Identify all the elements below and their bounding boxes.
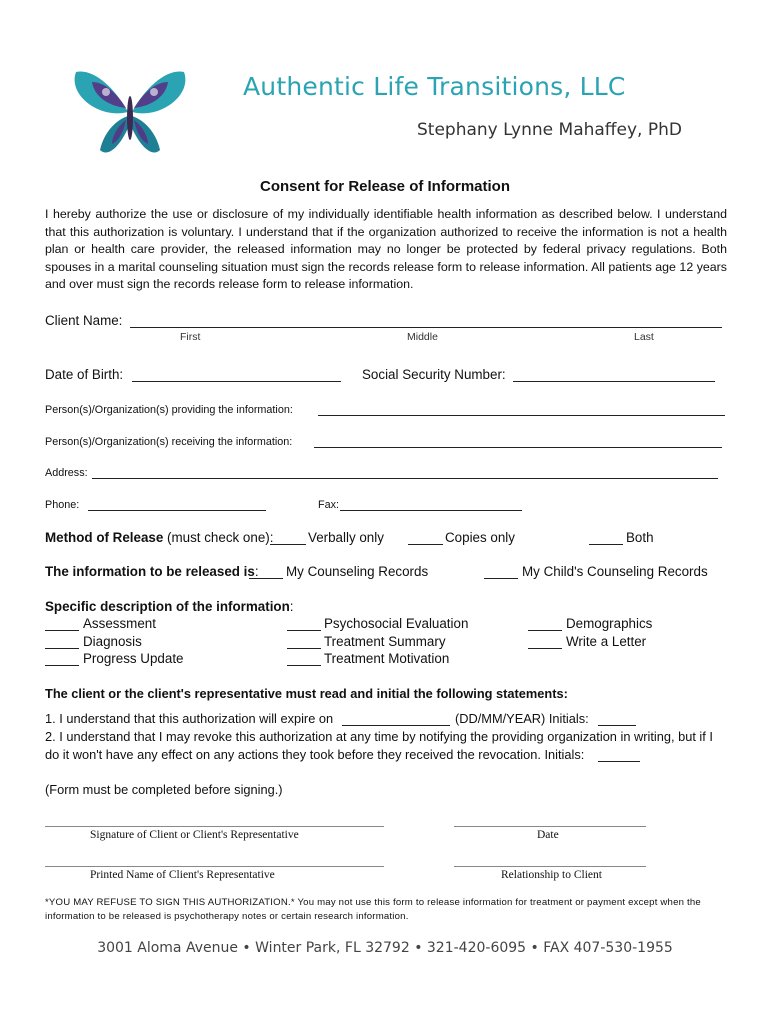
verbally-checkbox[interactable] [270, 544, 306, 545]
statement-1-initials-field[interactable] [598, 725, 636, 726]
diagnosis-checkbox[interactable] [45, 648, 79, 649]
psychosocial-label: Psychosocial Evaluation [324, 616, 469, 631]
providing-field[interactable] [318, 415, 725, 416]
statement-2-initials-field[interactable] [598, 761, 640, 762]
form-title: Consent for Release of Information [259, 178, 511, 195]
copies-label: Copies only [445, 530, 515, 545]
treatment-summary-label: Treatment Summary [324, 634, 446, 649]
client-name-label: Client Name: [45, 313, 123, 328]
counseling-records-label: My Counseling Records [286, 564, 429, 579]
demographics-label: Demographics [566, 616, 653, 631]
receiving-label: Person(s)/Organization(s) receiving the information: [45, 436, 293, 448]
progress-update-checkbox[interactable] [45, 665, 79, 666]
expiration-date-field[interactable] [342, 725, 450, 726]
release-label-bold: The information to be released is [45, 564, 255, 579]
counseling-records-checkbox[interactable] [249, 578, 283, 579]
ssn-field[interactable] [513, 381, 715, 382]
practitioner-name: Stephany Lynne Mahaffey, PhD [417, 120, 682, 140]
treatment-motivation-label: Treatment Motivation [324, 651, 450, 666]
method-label-rest: (must check one): [163, 530, 274, 545]
both-label: Both [626, 530, 654, 545]
child-records-label: My Child's Counseling Records [522, 564, 708, 579]
release-label-colon: : [254, 564, 259, 579]
specific-label-colon: : [289, 599, 294, 614]
statement-1-initials-label: (DD/MM/YEAR) Initials: [455, 711, 589, 726]
method-label [45, 530, 273, 545]
printed-name-caption: Printed Name of Client's Representative [90, 869, 275, 881]
copies-checkbox[interactable] [408, 544, 443, 545]
write-letter-checkbox[interactable] [528, 648, 562, 649]
relationship-caption: Relationship to Client [501, 869, 602, 881]
dob-label: Date of Birth: [45, 367, 124, 382]
dob-field[interactable] [132, 381, 341, 382]
treatment-motivation-checkbox[interactable] [287, 665, 321, 666]
middle-name-caption: Middle [407, 331, 438, 343]
fax-field[interactable] [340, 510, 522, 511]
signature-field[interactable] [45, 826, 384, 827]
date-field[interactable] [454, 826, 646, 827]
assessment-checkbox[interactable] [45, 630, 79, 631]
statement-2-line-1: 2. I understand that I may revoke this authorization at any time by notifying the providing organization in writing, but if I [45, 729, 713, 744]
phone-label: Phone: [45, 499, 80, 511]
psychosocial-checkbox[interactable] [287, 630, 321, 631]
assessment-label: Assessment [83, 616, 156, 631]
method-label-bold: Method of Release [45, 530, 164, 545]
statement-1-text: 1. I understand that this authorization will expire on [45, 711, 334, 726]
diagnosis-label: Diagnosis [83, 634, 142, 649]
printed-name-field[interactable] [45, 866, 384, 867]
intro-paragraph: I hereby authorize the use or disclosure of my individually identifiable health information as described below. I understand that this authorization is voluntary. I understand that if the organization authorized to receive the information is not a health plan or health care provider, the released information may no longer be protected by federal privacy regulations. Both spouses in a marital counseling situation must sign the records release form to release information. All patients age 12 years and over must sign the records release form to release information. [45, 207, 727, 292]
client-name-field[interactable] [130, 327, 722, 328]
specific-label [45, 599, 294, 614]
date-caption: Date [537, 829, 559, 841]
treatment-summary-checkbox[interactable] [287, 648, 321, 649]
ssn-label: Social Security Number: [362, 367, 506, 382]
providing-label: Person(s)/Organization(s) providing the information: [45, 404, 293, 416]
first-name-caption: First [180, 331, 201, 343]
release-label [45, 564, 259, 579]
last-name-caption: Last [634, 331, 654, 343]
signature-caption: Signature of Client or Client's Representative [90, 829, 299, 841]
write-letter-label: Write a Letter [566, 634, 647, 649]
butterfly-logo-icon [70, 68, 190, 160]
address-field[interactable] [92, 478, 718, 479]
organization-name: Authentic Life Transitions, LLC [243, 72, 626, 101]
both-checkbox[interactable] [589, 544, 623, 545]
phone-field[interactable] [88, 510, 266, 511]
completion-note: (Form must be completed before signing.) [45, 782, 283, 797]
fax-label: Fax: [318, 499, 339, 511]
footer-address: 3001 Aloma Avenue • Winter Park, FL 32792 • 321-420-6095 • FAX 407-530-1955 [97, 940, 673, 956]
relationship-field[interactable] [454, 866, 646, 867]
specific-label-bold: Specific description of the information [45, 599, 290, 614]
address-label: Address: [45, 467, 88, 479]
statements-heading: The client or the client's representative must read and initial the following statements: [45, 686, 568, 701]
receiving-field[interactable] [314, 447, 722, 448]
statement-2-line-2: do it won't have any effect on any actions they took before they received the revocation. Initials: [45, 747, 585, 762]
progress-update-label: Progress Update [83, 651, 184, 666]
disclaimer-line-1: *YOU MAY REFUSE TO SIGN THIS AUTHORIZATION.* You may not use this form to release information for treatment or payment except when the [45, 897, 701, 908]
verbally-label: Verbally only [308, 530, 384, 545]
child-records-checkbox[interactable] [484, 578, 518, 579]
disclaimer-line-2: information to be released is psychotherapy notes or certain research information. [45, 911, 409, 922]
demographics-checkbox[interactable] [528, 630, 562, 631]
